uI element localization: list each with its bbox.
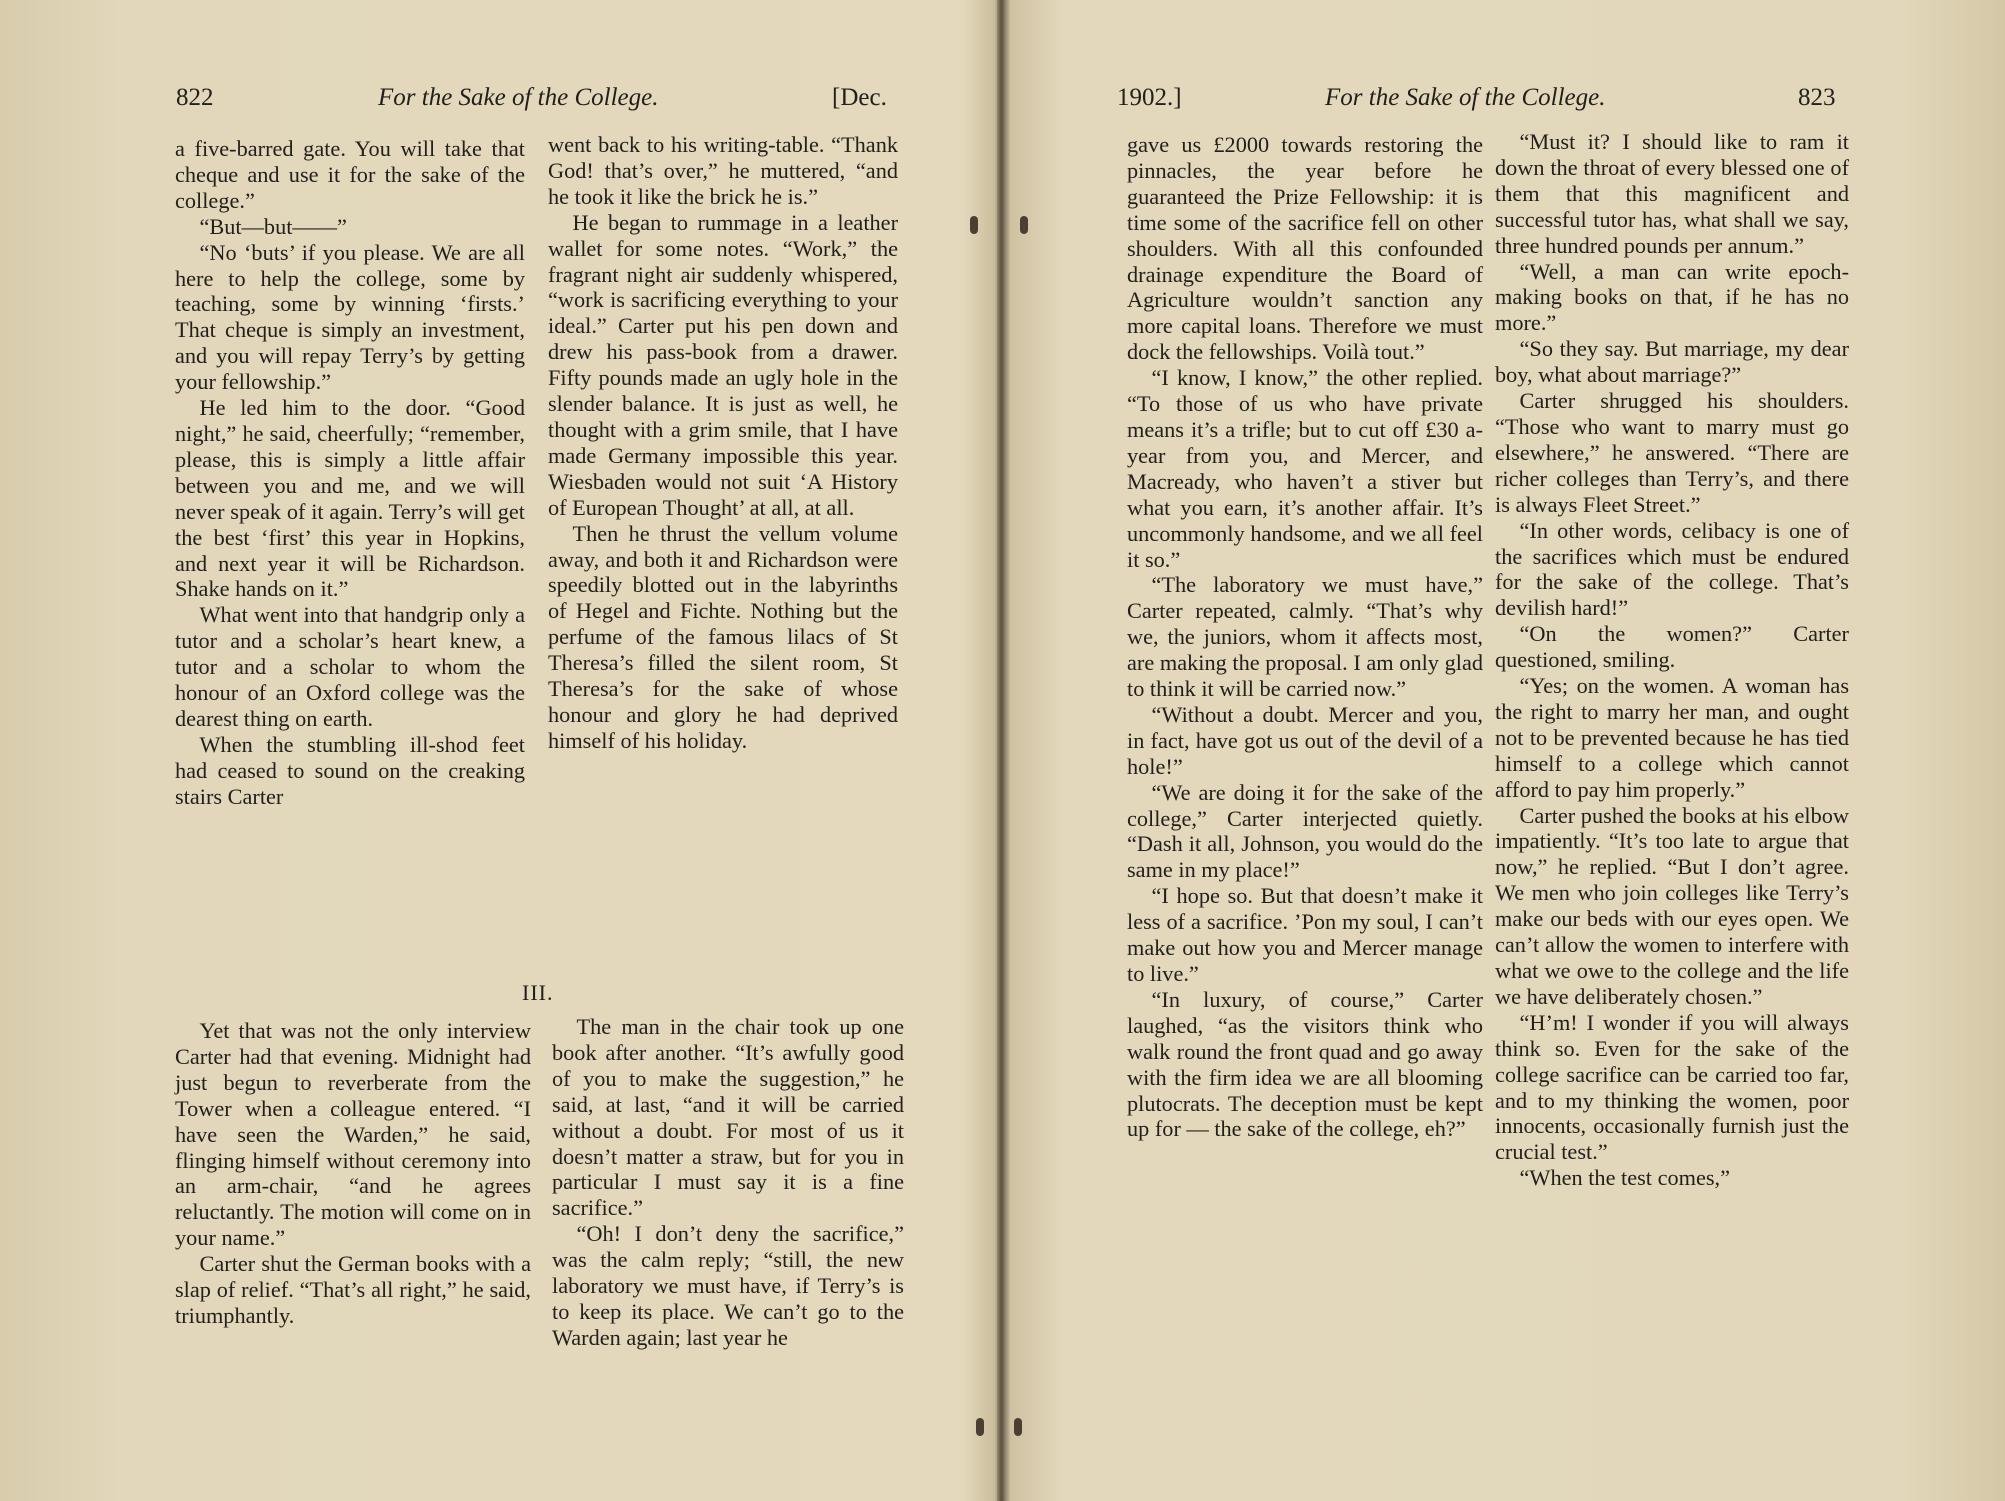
paragraph: went back to his writing-table. “Thank God! that’s over,” he muttered, “and he took it like the brick he is.” xyxy=(548,132,898,209)
paragraph: “The laboratory we must have,” Carter repeated, calmly. “That’s why we, the juniors, whom it affects most, are making the proposal. I am only glad to think it will be carried now.” xyxy=(1127,572,1483,702)
paragraph: “Without a doubt. Mercer and you, in fact, have got us out of the devil of a hole!” xyxy=(1127,701,1483,779)
paragraph: “I know, I know,” the other replied. “To those of us who have private means it’s a trifle; but to cut off £30 a-year from you, and Mercer, and Macready, who haven’t a stiver but what you earn, it’s another affair. It’s uncommonly handsome, and we all feel it so.” xyxy=(1127,365,1483,572)
section-heading: III. xyxy=(522,980,554,1005)
paragraph: “In other words, celibacy is one of the sacrifices which must be endured for the sake of the college. That’s devilish hard!” xyxy=(1495,517,1849,621)
page-number: 822 xyxy=(176,84,214,111)
column-left-1-bottom xyxy=(175,1018,531,1329)
paragraph: “Must it? I should like to ram it down the throat of every blessed one of them that this magnificent and successful tutor has, what shall we say, three hundred pounds per annum.” xyxy=(1495,129,1849,258)
paragraph: “In luxury, of course,” Carter laughed, “as the visitors think who walk round the front quad and go away with the firm idea we are all blooming plutocrats. The deception must be kept up for — the sake of the college, eh?” xyxy=(1127,986,1483,1142)
paragraph: “I hope so. But that doesn’t make it less of a sacrifice. ’Pon my soul, I can’t make out how you and Mercer manage to live.” xyxy=(1127,883,1483,986)
paragraph: “Well, a man can write epoch-making books on that, if he has no more.” xyxy=(1495,258,1849,336)
paragraph: Carter shrugged his shoulders. “Those who want to marry must go elsewhere,” he answered. “There are richer colleges than Terry’s, and there is always Fleet Street.” xyxy=(1495,388,1849,517)
right-page xyxy=(1005,0,2005,1501)
running-title: For the Sake of the College. xyxy=(378,84,659,111)
paragraph: He led him to the door. “Good night,” he said, cheerfully; “remember, please, this is simply a little affair between you and me, and we will never speak of it again. Terry’s will get the best ‘first’ this year in Hopkins, and next year it will be Richardson. Shake hands on it.” xyxy=(175,395,525,602)
paragraph: “Oh! I don’t deny the sacrifice,” was the calm reply; “still, the new laboratory we must have, if Terry’s is to keep its place. We can’t go to the Warden again; last year he xyxy=(552,1221,904,1350)
paragraph: “We are doing it for the sake of the college,” Carter interjected quietly. “Dash it all, Johnson, you would do the same in my place!” xyxy=(1127,779,1483,883)
paragraph: gave us £2000 towards restoring the pinnacles, the year before he guaranteed the Prize Fellowship: it is time some of the sacrifice fell on other shoulders. With all this confounded drainage expenditure the Board of Agriculture wouldn’t sanction any more capital loans. Therefore we must dock the fellowships. Voilà tout.” xyxy=(1127,132,1483,365)
column-left-2-bottom xyxy=(552,1014,904,1351)
page-number: 823 xyxy=(1798,84,1836,111)
paragraph: “H’m! I wonder if you will always think so. Even for the sake of the college sacrifice can be carried too far, and to my thinking the women, poor innocents, occasionally furnish just the crucial test.” xyxy=(1495,1009,1849,1165)
paragraph: Carter pushed the books at his elbow impatiently. “It’s too late to argue that now,” he replied. “But I don’t agree. We men who join colleges like Terry’s make our beds with our eyes open. We can’t allow the women to interfere with what we owe to the college and the life we have deliberately chosen.” xyxy=(1495,802,1849,1009)
paragraph: The man in the chair took up one book after another. “It’s awfully good of you to make the suggestion,” he said, at last, “and it will be carried without a doubt. For most of us it doesn’t matter a straw, but for you in particular I must say it is a fine sacrifice.” xyxy=(552,1014,904,1221)
paragraph: When the stumbling ill-shod feet had ceased to sound on the creaking stairs Carter xyxy=(175,731,525,809)
column-right-2 xyxy=(1495,129,1849,1191)
date-tag: [Dec. xyxy=(832,84,887,111)
paragraph: Yet that was not the only interview Carter had that evening. Midnight had just begun to reverberate from the Tower when a colleague entered. “I have seen the Warden,” he said, flinging himself without ceremony into an arm-chair, “and he agrees reluctantly. The motion will come on in your name.” xyxy=(175,1018,531,1251)
paragraph: What went into that handgrip only a tutor and a scholar’s heart knew, a tutor and a scholar to whom the honour of an Oxford college was the dearest thing on earth. xyxy=(175,602,525,731)
left-page xyxy=(0,0,1000,1501)
column-left-1-top xyxy=(175,136,525,810)
paragraph: “But—but——” xyxy=(199,213,347,239)
column-right-1 xyxy=(1127,132,1483,1142)
running-title: For the Sake of the College. xyxy=(1325,84,1606,111)
date-tag: 1902.] xyxy=(1117,84,1182,111)
paragraph: Then he thrust the vellum volume away, and both it and Richardson were speedily blotted out in the labyrinths of Hegel and Fichte. Nothing but the perfume of the famous lilacs of St Theresa’s filled the silent room, St Theresa’s for the sake of whose honour and glory he had deprived himself of his holiday. xyxy=(548,520,898,753)
paragraph: “So they say. But marriage, my dear boy, what about marriage?” xyxy=(1495,336,1849,388)
paragraph: “Yes; on the women. A woman has the right to marry her man, and ought not to be prevented because he has tied himself to a college which cannot afford to pay him properly.” xyxy=(1495,673,1849,802)
paragraph: Carter shut the German books with a slap of relief. “That’s all right,” he said, triumphantly. xyxy=(175,1251,531,1328)
paragraph: a five-barred gate. You will take that cheque and use it for the sake of the college.” xyxy=(175,136,525,213)
paragraph: “On the women?” Carter questioned, smiling. xyxy=(1495,621,1849,673)
paragraph: “No ‘buts’ if you please. We are all here to help the college, some by teaching, some by winning ‘firsts.’ That cheque is simply an investment, and you will repay Terry’s by getting your fellowship.” xyxy=(175,239,525,395)
paragraph: He began to rummage in a leather wallet for some notes. “Work,” the fragrant night air suddenly whispered, “work is sacrificing everything to your ideal.” Carter put his pen down and drew his pass-book from a drawer. Fifty pounds made an ugly hole in the slender balance. It is just as well, he thought with a grim smile, that I have made Germany impossible this year. Wiesbaden would not suit ‘A History of European Thought’ at all, at all. xyxy=(548,209,898,520)
column-left-2-top xyxy=(548,132,898,754)
paragraph: “When the test comes,” xyxy=(1519,1165,1731,1191)
